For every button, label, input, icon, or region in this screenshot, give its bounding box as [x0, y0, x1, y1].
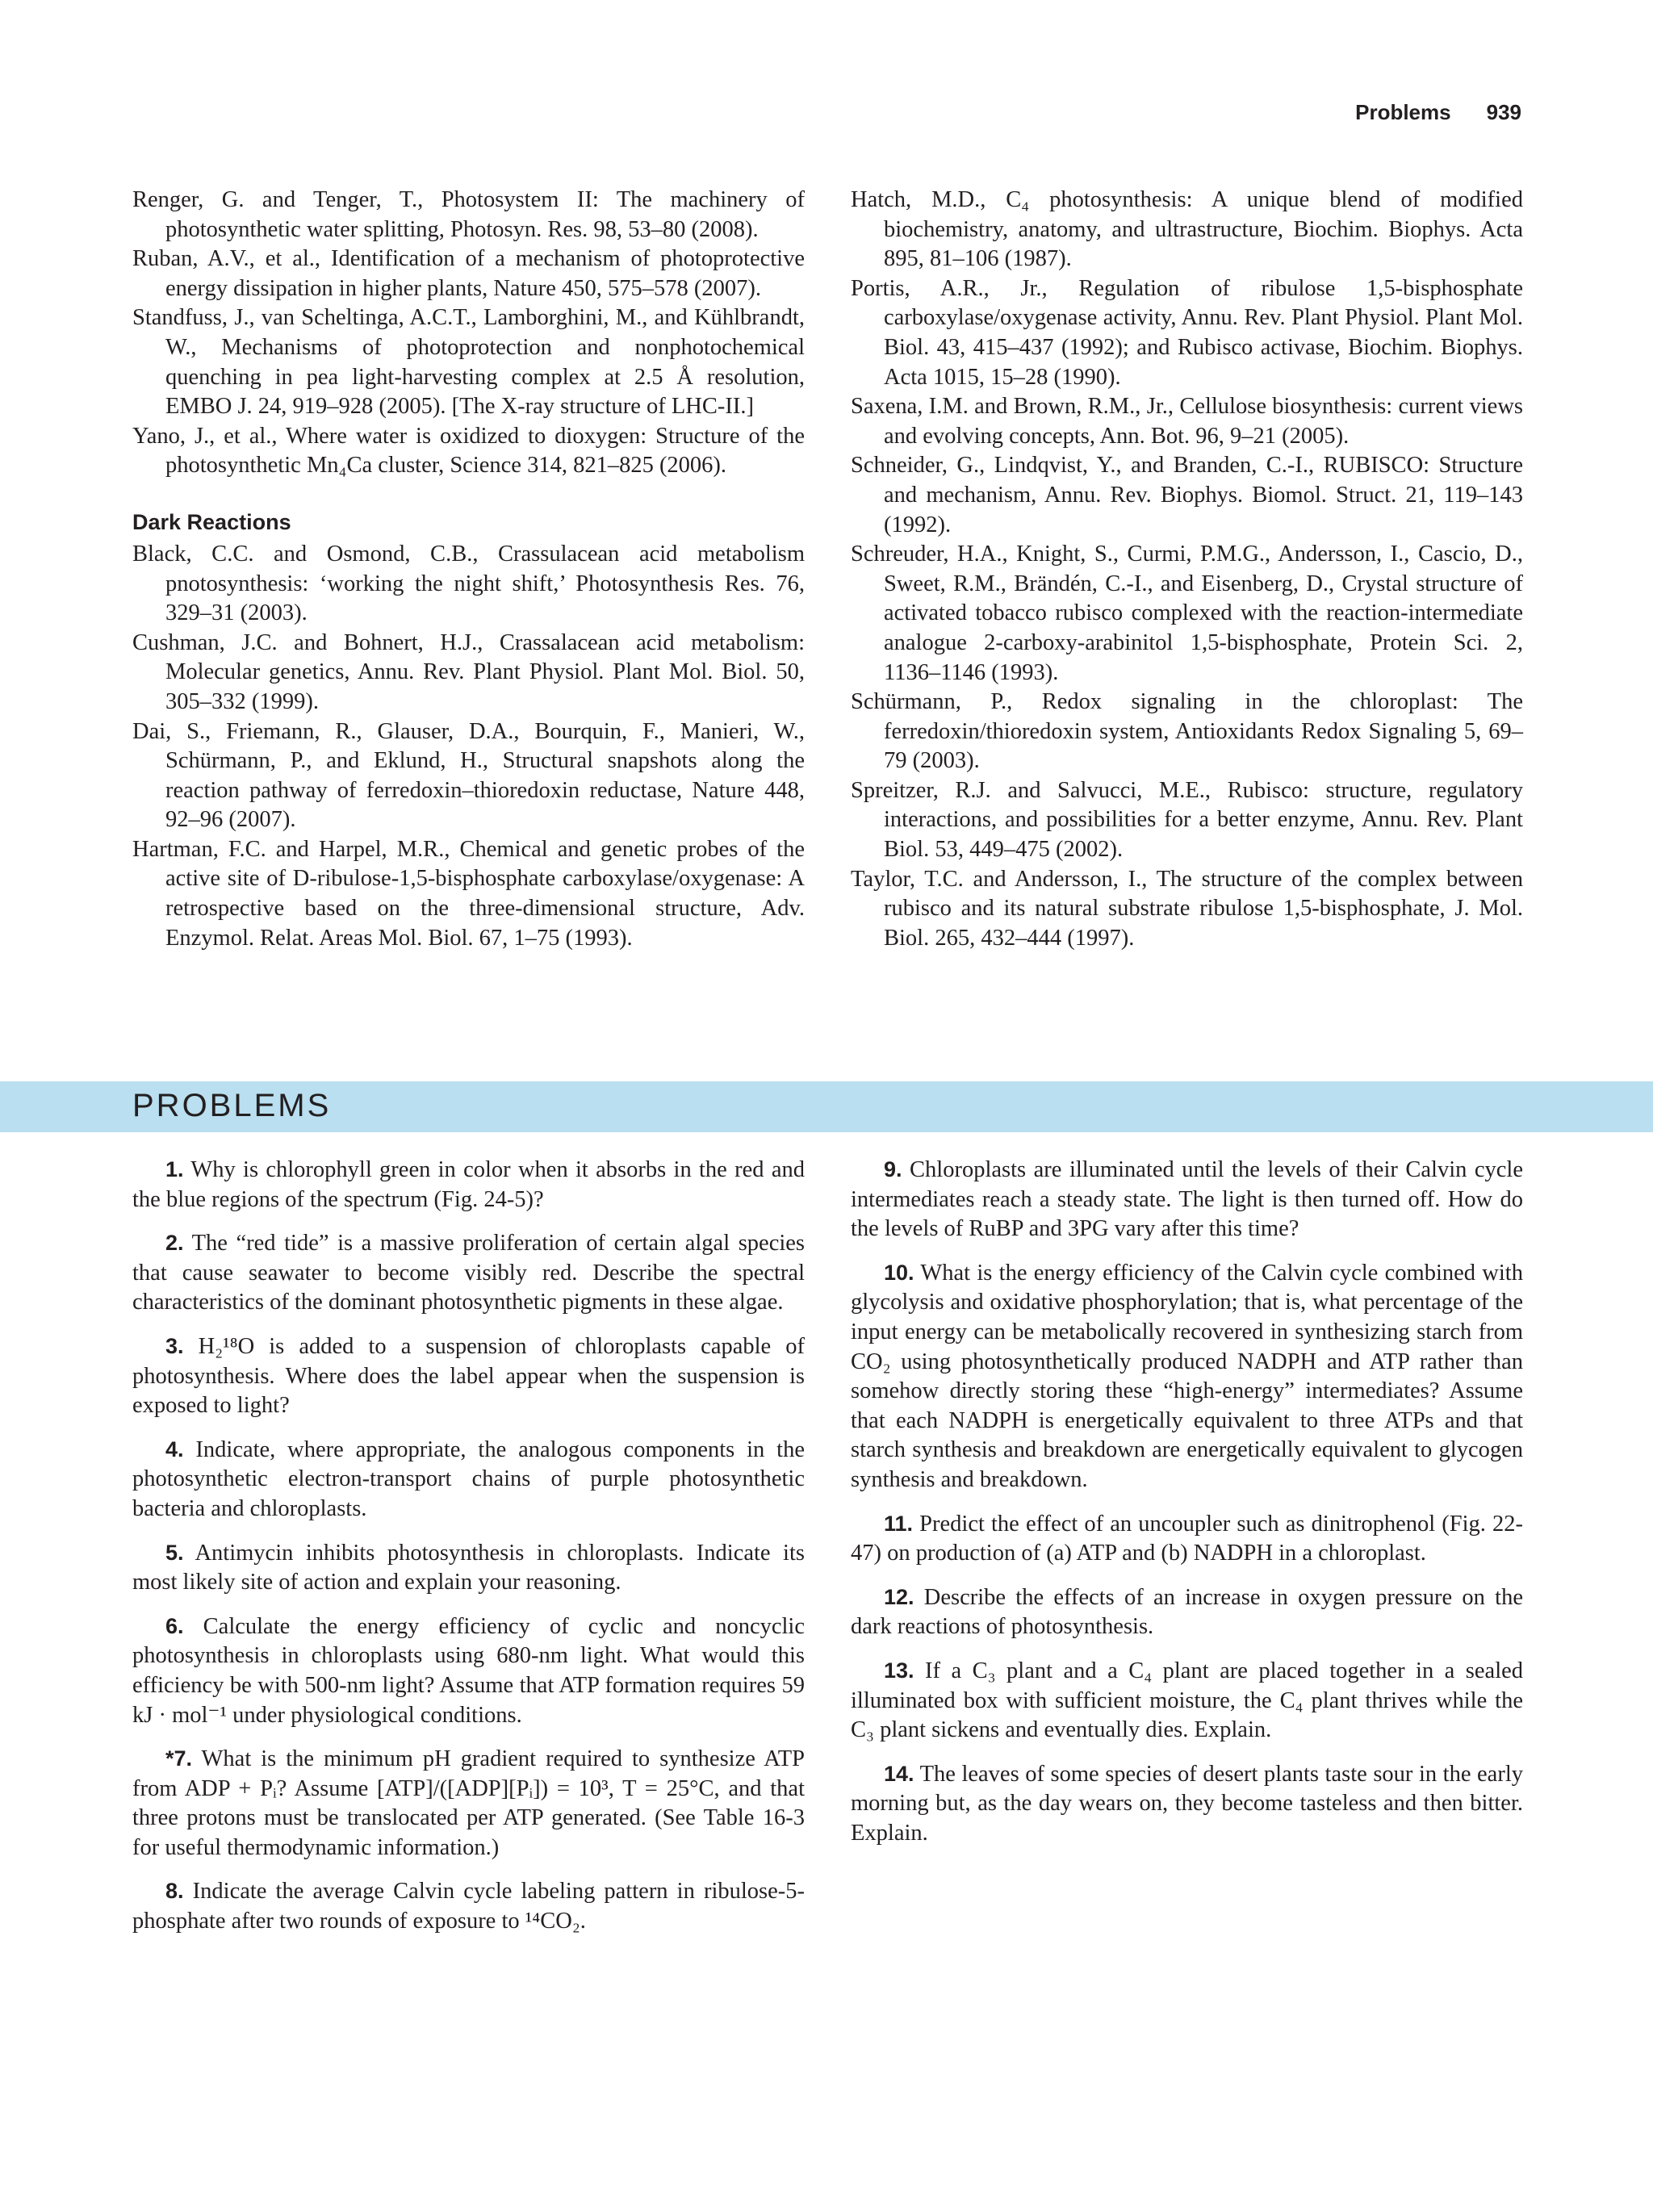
problems-banner	[0, 1081, 1653, 1132]
problem-text: What is the energy efficiency of the Calvin cycle combined with glycolysis and oxidative phosphorylation; that is, what percentage of the input energy can be metabolically recovered in synthesizing starch from CO₂ using photosynthetically produced NADPH and ATP rather than somehow directly storing these “high-energy” intermediates? Assume that each NADPH is energetically equivalent to three ATPs and that starch synthesis and breakdown are energetically equivalent to glycogen synthesis and breakdown.	[851, 1260, 1523, 1492]
page-number: 939	[1486, 100, 1521, 124]
problem-item	[132, 1435, 805, 1524]
problem-item	[132, 1744, 805, 1863]
problem-number: 5.	[165, 1540, 184, 1565]
problems-heading: PROBLEMS	[132, 1088, 332, 1123]
problem-text: The “red tide” is a massive proliferation of certain algal species that cause seawater to become visibly red. Describe the spectral characteristics of the dominant photosynthetic pigments in these algae.	[132, 1231, 805, 1315]
problem-item	[132, 1538, 805, 1598]
problem-item	[851, 1155, 1523, 1244]
running-head: Problems	[1355, 100, 1451, 124]
problem-number: 11.	[884, 1511, 914, 1536]
reference-entry: Cushman, J.C. and Bohnert, H.J., Crassalacean acid metabolism: Molecular genetics, Annu. Rev. Plant Physiol. Plant Mol. Biol. 50, 305–332 (1999).	[132, 629, 805, 714]
reference-entry: Hatch, M.D., C₄ photosynthesis: A unique blend of modified biochemistry, anatomy, and ultrastructure, Biochim. Biophys. Acta 895, 81–106 (1987).	[851, 187, 1523, 272]
problem-text: What is the minimum pH gradient required to synthesize ATP from ADP + Pᵢ? Assume [ATP]/([ADP][Pᵢ]) = 10³, T = 25°C, and that three protons must be translocated per ATP generated. (See Table 16-3 for useful thermodynamic information.)	[132, 1746, 805, 1860]
problem-number: 4.	[165, 1436, 184, 1461]
problem-text: Antimycin inhibits photosynthesis in chloroplasts. Indicate its most likely site of action and explain your reasoning.	[132, 1540, 805, 1595]
problem-number: 12.	[884, 1584, 914, 1609]
problem-number: 3.	[165, 1333, 184, 1358]
problem-item	[132, 1332, 805, 1421]
reference-entry: Yano, J., et al., Where water is oxidized to dioxygen: Structure of the photosynthetic Mn₄Ca cluster, Science 314, 821–825 (2006).	[132, 423, 805, 479]
page-header	[0, 100, 1521, 125]
problem-item	[851, 1759, 1523, 1849]
problem-text: H₂¹⁸O is added to a suspension of chloroplasts capable of photosynthesis. Where does the label appear when the suspension is exposed to light?	[132, 1333, 806, 1419]
problem-number: 10.	[884, 1260, 914, 1285]
references-right-column	[851, 186, 1523, 953]
problem-item	[851, 1583, 1523, 1642]
problem-item	[851, 1656, 1523, 1746]
reference-entry: Renger, G. and Tenger, T., Photosystem II: The machinery of photosynthetic water splitting, Photosyn. Res. 98, 53–80 (2008).	[132, 187, 805, 242]
reference-entry: Schneider, G., Lindqvist, Y., and Branden, C.-I., RUBISCO: Structure and mechanism, Annu. Rev. Biophys. Biomol. Struct. 21, 119–143 (1992).	[851, 453, 1523, 537]
reference-entry: Saxena, I.M. and Brown, R.M., Jr., Cellulose biosynthesis: current views and evolving concepts, Ann. Bot. 96, 9–21 (2005).	[851, 394, 1523, 449]
problem-text: Indicate the average Calvin cycle labeling pattern in ribulose-5-phosphate after two rounds of exposure to ¹⁴CO₂.	[132, 1879, 806, 1934]
problem-number: 13.	[884, 1658, 914, 1683]
reference-entry: Taylor, T.C. and Andersson, I., The structure of the complex between rubisco and its natural substrate ribulose 1,5-bisphosphate, J. Mol. Biol. 265, 432–444 (1997).	[851, 866, 1523, 951]
problem-item	[132, 1612, 805, 1730]
section-subheading: Dark Reactions	[132, 509, 291, 534]
reference-entry: Hartman, F.C. and Harpel, M.R., Chemical and genetic probes of the active site of D-ribulose-1,5-bisphosphate carboxylase/oxygenase: A retrospective based on the three-dimensional structure, Adv. Enzymol. Relat. Areas Mol. Biol. 67, 1–75 (1993).	[132, 836, 805, 951]
problem-number: 2.	[165, 1231, 184, 1256]
problem-text: The leaves of some species of desert plants taste sour in the early morning but, as the day wears on, they become tasteless and then bitter. Explain.	[851, 1761, 1523, 1846]
reference-entry: Dai, S., Friemann, R., Glauser, D.A., Bourquin, F., Manieri, W., Schürmann, P., and Eklund, H., Structural snapshots along the reaction pathway of ferredoxin–thioredoxin reductase, Nature 448, 92–96 (2007).	[132, 718, 805, 833]
problem-number: 14.	[884, 1761, 914, 1786]
references-left-column	[132, 186, 805, 953]
reference-entry: Spreitzer, R.J. and Salvucci, M.E., Rubisco: structure, regulatory interactions, and possibilities for a better enzyme, Annu. Rev. Plant Biol. 53, 449–475 (2002).	[851, 777, 1523, 863]
problem-text: Why is chlorophyll green in color when it absorbs in the red and the blue regions of the spectrum (Fig. 24-5)?	[132, 1157, 805, 1212]
problem-text: Predict the effect of an uncoupler such as dinitrophenol (Fig. 22-47) on production of (a) ATP and (b) NADPH in a chloroplast.	[851, 1511, 1523, 1566]
problem-item	[132, 1876, 805, 1936]
problem-item	[851, 1509, 1523, 1569]
reference-entry: Black, C.C. and Osmond, C.B., Crassulacean acid metabolism pnotosynthesis: ‘working the night shift,’ Photosynthesis Res. 76, 329–31 (2003).	[132, 541, 805, 626]
problem-number: 6.	[165, 1613, 184, 1638]
problem-number: 1.	[165, 1157, 184, 1181]
problem-text: Indicate, where appropriate, the analogous components in the photosynthetic electron-transport chains of purple photosynthetic bacteria and chloroplasts.	[132, 1436, 805, 1521]
reference-entry: Standfuss, J., van Scheltinga, A.C.T., Lamborghini, M., and Kühlbrandt, W., Mechanisms of photoprotection and nonphotochemical quenching in pea light-harvesting complex at 2.5 Å resolution, EMBO J. 24, 919–928 (2005). [The X-ray structure of LHC-II.]	[132, 305, 805, 420]
reference-entry: Schürmann, P., Redox signaling in the chloroplast: The ferredoxin/thioredoxin system, Antioxidants Redox Signaling 5, 69–79 (2003).	[851, 689, 1523, 774]
problem-number: *7.	[165, 1746, 193, 1771]
reference-entry: Portis, A.R., Jr., Regulation of ribulose 1,5-bisphosphate carboxylase/oxygenase activity, Annu. Rev. Plant Physiol. Plant Mol. Biol. 43, 415–437 (1992); and Rubisco activase, Biochim. Biophys. Acta 1015, 15–28 (1990).	[851, 275, 1523, 390]
problem-number: 9.	[884, 1157, 902, 1181]
problems-left-column	[132, 1155, 805, 1951]
problem-text: Describe the effects of an increase in oxygen pressure on the dark reactions of photosynthesis.	[851, 1584, 1523, 1640]
problem-number: 8.	[165, 1879, 184, 1904]
reference-entry: Ruban, A.V., et al., Identification of a mechanism of photoprotective energy dissipation in higher plants, Nature 450, 575–578 (2007).	[132, 246, 805, 301]
problem-text: Chloroplasts are illuminated until the levels of their Calvin cycle intermediates reach a steady state. The light is then turned off. How do the levels of RuBP and 3PG vary after this time?	[851, 1157, 1523, 1242]
problem-item	[851, 1258, 1523, 1495]
reference-entry: Schreuder, H.A., Knight, S., Curmi, P.M.G., Andersson, I., Cascio, D., Sweet, R.M., Brändén, C.-I., and Eisenberg, D., Crystal structure of activated tobacco rubisco complexed with the reaction-intermediate analogue 2-carboxy-arabinitol 1,5-bisphosphate, Protein Sci. 2, 1136–1146 (1993).	[851, 542, 1523, 685]
problem-item	[132, 1228, 805, 1318]
problem-text: Calculate the energy efficiency of cyclic and noncyclic photosynthesis in chloroplasts using 680-nm light. What would this efficiency be with 500-nm light? Assume that ATP formation requires 59 kJ · mol⁻¹ under physiological conditions.	[132, 1613, 806, 1728]
problem-item	[132, 1155, 805, 1215]
problems-right-column	[851, 1155, 1523, 1862]
problem-text: If a C₃ plant and a C₄ plant are placed together in a sealed illuminated box with sufficient moisture, the C₄ plant thrives while the C₃ plant sickens and eventually dies. Explain.	[851, 1658, 1524, 1743]
